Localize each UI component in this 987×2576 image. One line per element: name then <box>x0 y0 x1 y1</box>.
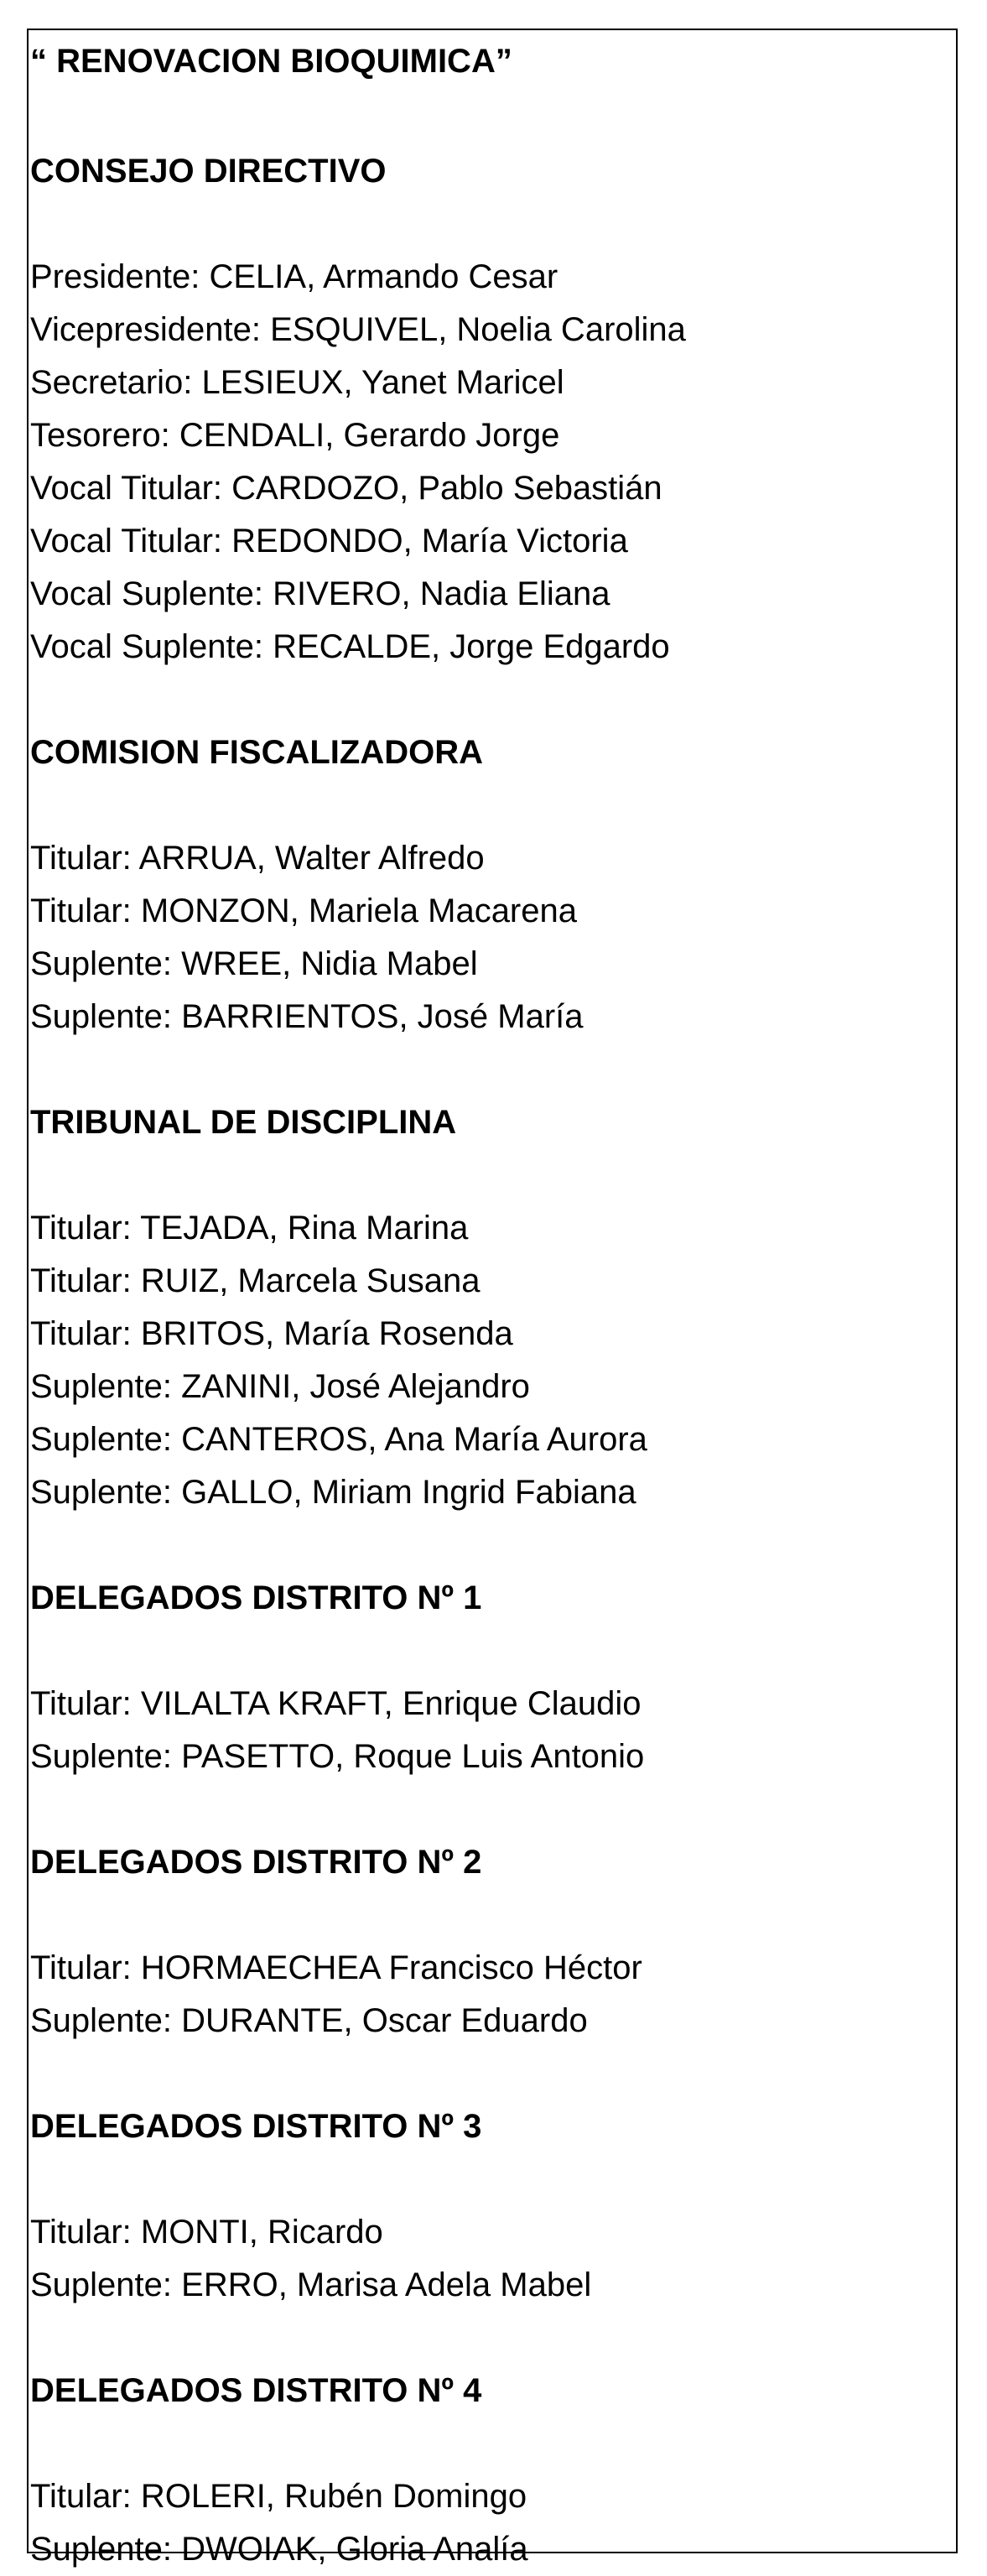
member-line: Suplente: DURANTE, Oscar Eduardo <box>30 2002 588 2039</box>
member-line: Titular: RUIZ, Marcela Susana <box>30 1262 481 1299</box>
section-delegados-distrito-4 <box>30 2365 956 2576</box>
section-heading: TRIBUNAL DE DISCIPLINA <box>30 1104 457 1141</box>
section-delegados-distrito-1 <box>30 1572 956 1836</box>
member-line: Vocal Titular: CARDOZO, Pablo Sebastián <box>30 470 662 507</box>
spacer <box>30 779 956 832</box>
member-line: Titular: BRITOS, María Rosenda <box>30 1315 513 1352</box>
section-heading: DELEGADOS DISTRITO Nº 2 <box>30 1844 482 1881</box>
spacer <box>30 1043 956 1096</box>
spacer <box>30 2312 956 2365</box>
member-line: Titular: VILALTA KRAFT, Enrique Claudio <box>30 1685 642 1722</box>
document-body <box>30 30 956 2568</box>
spacer <box>30 2417 956 2470</box>
spacer <box>30 92 956 145</box>
section-heading: DELEGADOS DISTRITO Nº 4 <box>30 2372 482 2409</box>
member-line: Suplente: WREE, Nidia Mabel <box>30 945 478 982</box>
section-delegados-distrito-2 <box>30 1836 956 2100</box>
member-line: Suplente: BARRIENTOS, José María <box>30 998 584 1035</box>
section-delegados-distrito-3 <box>30 2100 956 2365</box>
member-line: Titular: MONZON, Mariela Macarena <box>30 892 577 929</box>
spacer <box>30 2048 956 2100</box>
section-heading: DELEGADOS DISTRITO Nº 3 <box>30 2108 482 2145</box>
section-consejo-directivo <box>30 145 956 726</box>
member-line: Suplente: CANTEROS, Ana María Aurora <box>30 1421 647 1458</box>
member-line: Suplente: ZANINI, José Alejandro <box>30 1368 530 1405</box>
spacer <box>30 2153 956 2206</box>
spacer <box>30 1889 956 1942</box>
member-line: Vocal Titular: REDONDO, María Victoria <box>30 523 628 559</box>
member-line: Titular: TEJADA, Rina Marina <box>30 1210 469 1246</box>
member-line: Vocal Suplente: RECALDE, Jorge Edgardo <box>30 628 670 665</box>
member-line: Suplente: GALLO, Miriam Ingrid Fabiana <box>30 1474 636 1511</box>
member-line: Titular: ROLERI, Rubén Domingo <box>30 2478 527 2515</box>
member-line: Suplente: PASETTO, Roque Luis Antonio <box>30 1738 645 1775</box>
section-heading: DELEGADOS DISTRITO Nº 1 <box>30 1579 482 1616</box>
member-line: Presidente: CELIA, Armando Cesar <box>30 258 558 295</box>
member-line: Secretario: LESIEUX, Yanet Maricel <box>30 364 564 401</box>
section-heading: CONSEJO DIRECTIVO <box>30 153 387 190</box>
member-line: Titular: ARRUA, Walter Alfredo <box>30 840 485 877</box>
member-line: Suplente: ERRO, Marisa Adela Mabel <box>30 2266 592 2303</box>
document-title: “ RENOVACION BIOQUIMICA” <box>30 43 512 80</box>
section-comision-fiscalizadora <box>30 726 956 1096</box>
spacer <box>30 1149 956 1202</box>
section-tribunal-de-disciplina <box>30 1096 956 1572</box>
document-frame <box>27 29 958 2568</box>
member-line: Suplente: DWOIAK, Gloria Analía <box>30 2531 528 2568</box>
member-line: Titular: HORMAECHEA Francisco Héctor <box>30 1949 642 1986</box>
member-line: Tesorero: CENDALI, Gerardo Jorge <box>30 417 560 454</box>
spacer <box>30 1783 956 1836</box>
spacer <box>30 1625 956 1678</box>
section-heading: COMISION FISCALIZADORA <box>30 734 483 771</box>
spacer <box>30 674 956 726</box>
member-line: Titular: MONTI, Ricardo <box>30 2214 383 2251</box>
spacer <box>30 1519 956 1572</box>
spacer <box>30 198 956 251</box>
member-line: Vocal Suplente: RIVERO, Nadia Eliana <box>30 575 610 612</box>
member-line: Vicepresidente: ESQUIVEL, Noelia Carolina <box>30 311 686 348</box>
